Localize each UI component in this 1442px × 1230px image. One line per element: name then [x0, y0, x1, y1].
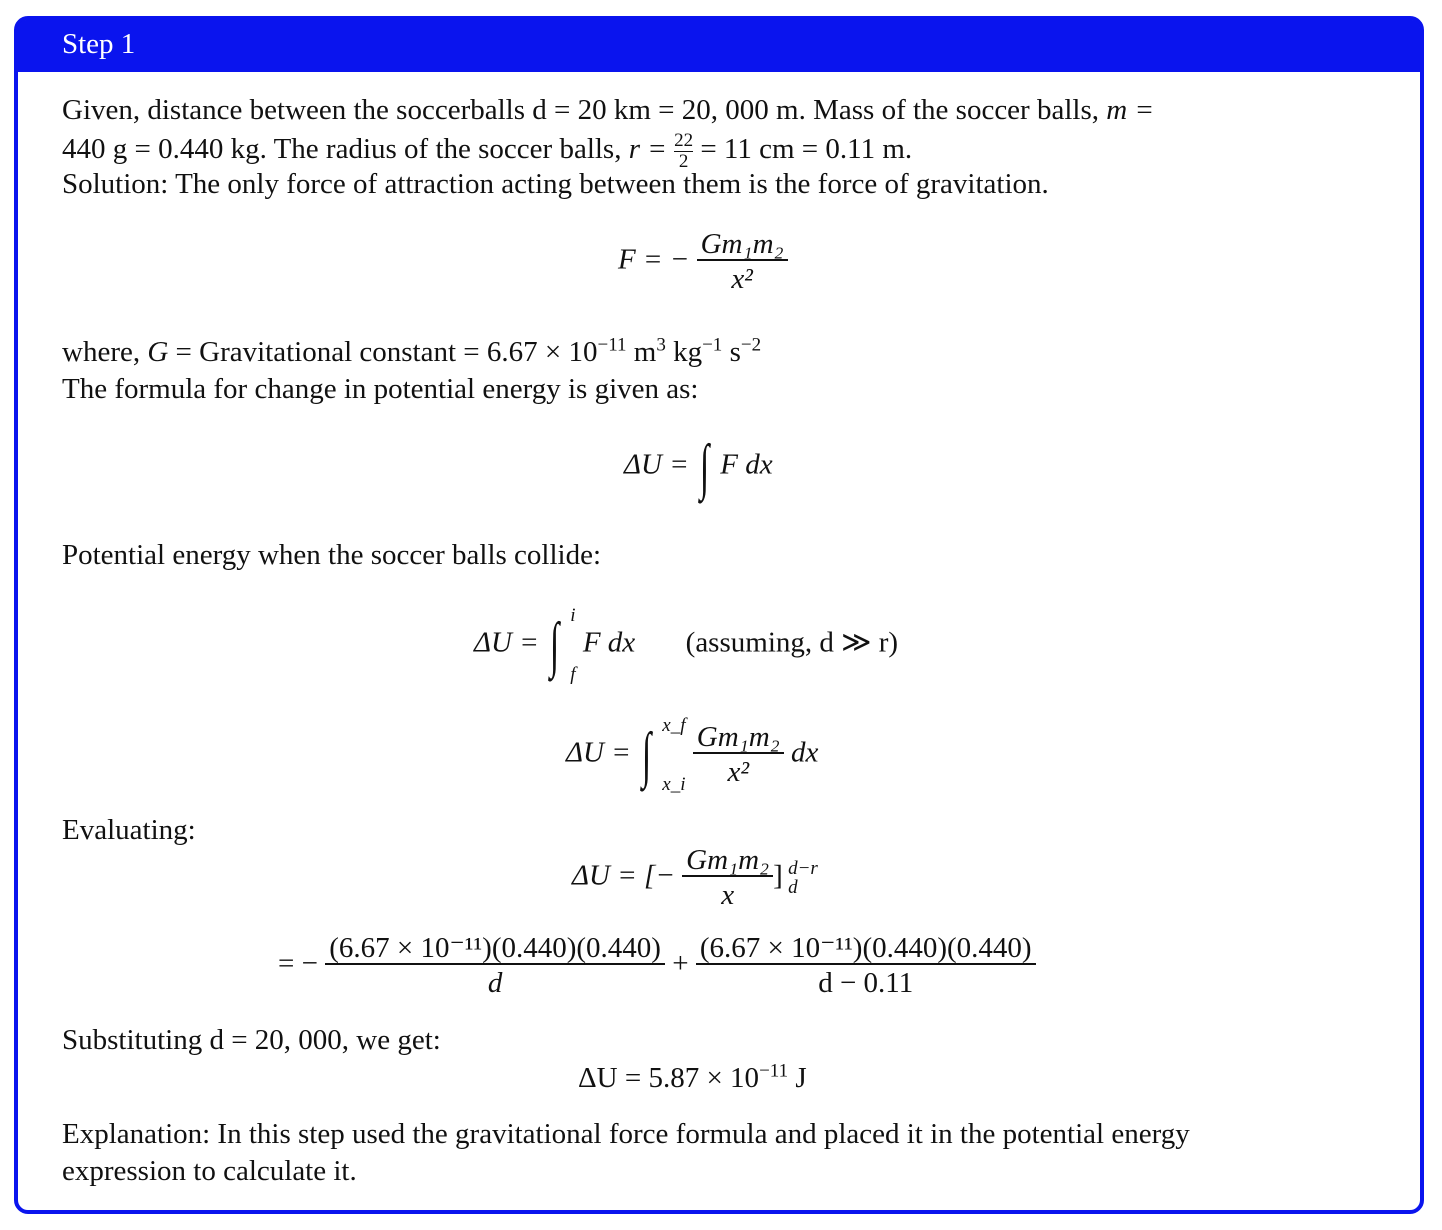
g-exponent: −11 — [597, 334, 627, 356]
integral-limits — [662, 716, 685, 794]
eval-numerator: Gm₁m₂ — [686, 844, 770, 876]
eval-limits — [788, 859, 818, 897]
g-value: = Gravitational constant = 6.67 × 10 — [175, 336, 598, 368]
du3-lhs: ΔU = — [566, 736, 631, 769]
substitution-equation — [278, 934, 1036, 998]
where-text: where, — [62, 336, 141, 368]
unit-s: s — [722, 336, 741, 368]
du-lhs: ΔU = — [624, 448, 689, 481]
radius-text: The radius of the soccer balls, — [273, 133, 622, 166]
sub-lhs: = − — [278, 947, 318, 980]
sub-fraction-1 — [325, 934, 665, 998]
given-line-2 — [62, 131, 912, 172]
upper-limit: x_f — [662, 715, 686, 736]
potential-equation-3 — [566, 716, 818, 794]
explanation-line-2: expression to calculate it. — [62, 1155, 357, 1187]
evaluation-equation — [572, 846, 818, 910]
sub-denominator-1: d — [325, 963, 665, 998]
sub-numerator-1: (6.67 × 10⁻¹¹)(0.440)(0.440) — [329, 932, 661, 964]
force-numerator: Gm₁m₂ — [700, 228, 784, 260]
formula-line: The formula for change in potential energy is given as: — [62, 373, 699, 405]
distance-value: d = 20 km = 20, 000 m. — [532, 94, 806, 126]
du3-dx: dx — [791, 736, 819, 769]
fraction-denominator: 2 — [674, 151, 693, 172]
lower-limit: x_i — [662, 774, 686, 795]
force-equation — [618, 230, 788, 294]
eval-denominator: x — [682, 875, 773, 910]
radius-fraction — [674, 131, 693, 172]
substituting-line: Substituting d = 20, 000, we get: — [62, 1024, 441, 1056]
radius-symbol: r = — [628, 133, 667, 166]
du2-lhs: ΔU = — [474, 626, 539, 659]
result-unit: J — [788, 1062, 807, 1094]
solution-line: Solution: The only force of attraction acting between them is the force of gravitation. — [62, 168, 1049, 200]
integral-icon: ∫ — [699, 433, 710, 501]
step-header — [18, 20, 1420, 72]
eval-fraction — [682, 846, 773, 910]
eval-lhs: ΔU = [− — [572, 859, 675, 892]
sub-fraction-2 — [696, 934, 1036, 998]
integral-icon: ∫ — [641, 721, 652, 789]
unit-m-exp: 3 — [656, 334, 666, 356]
plus-sign: + — [672, 947, 689, 980]
result-exponent: −11 — [759, 1060, 789, 1082]
upper-limit: i — [570, 605, 576, 626]
explanation-line-1: Explanation: In this step used the gravitational force formula and placed it in the potential energy — [62, 1118, 1190, 1150]
du3-numerator: Gm₁m₂ — [696, 721, 780, 753]
du3-denominator: x² — [693, 752, 784, 787]
fraction-numerator: 22 — [674, 130, 694, 151]
force-fraction — [697, 230, 788, 294]
unit-m: m — [626, 336, 657, 368]
where-line — [62, 334, 762, 368]
assumption-note: (assuming, d ≫ r) — [685, 626, 899, 659]
integral-icon: ∫ — [549, 611, 560, 679]
given-line-1 — [62, 96, 1154, 125]
du3-fraction — [693, 723, 784, 787]
potential-equation-1 — [624, 433, 773, 501]
eval-upper: d−r — [788, 858, 818, 879]
result-value: ΔU = 5.87 × 10 — [578, 1062, 760, 1094]
du2-rhs: F dx — [582, 626, 636, 659]
mass-value: 440 g = 0.440 kg. — [62, 133, 267, 166]
result-equation — [578, 1060, 807, 1094]
sub-denominator-2: d − 0.11 — [696, 963, 1036, 998]
force-denominator: x² — [697, 259, 788, 294]
potential-equation-2 — [474, 606, 898, 684]
collide-line: Potential energy when the soccer balls collide: — [62, 539, 602, 571]
lower-limit: f — [570, 664, 576, 685]
eval-bracket: ] — [773, 859, 783, 892]
mass-symbol: m = — [1106, 94, 1155, 126]
mass-text: Mass of the soccer balls, — [813, 94, 1099, 126]
radius-value: = 11 cm = 0.11 m. — [700, 133, 913, 166]
du-rhs: F dx — [720, 448, 773, 481]
g-symbol: G — [147, 336, 169, 368]
evaluating-label: Evaluating: — [62, 814, 196, 846]
step-title: Step 1 — [62, 28, 136, 60]
integral-limits — [570, 606, 575, 684]
force-lhs: F = − — [618, 243, 690, 276]
unit-s-exp: −2 — [740, 334, 762, 356]
sub-numerator-2: (6.67 × 10⁻¹¹)(0.440)(0.440) — [699, 932, 1032, 964]
given-text: Given, distance between the soccerballs — [62, 94, 526, 126]
unit-kg: kg — [665, 336, 703, 368]
unit-kg-exp: −1 — [702, 334, 723, 356]
eval-lower: d — [788, 877, 798, 898]
